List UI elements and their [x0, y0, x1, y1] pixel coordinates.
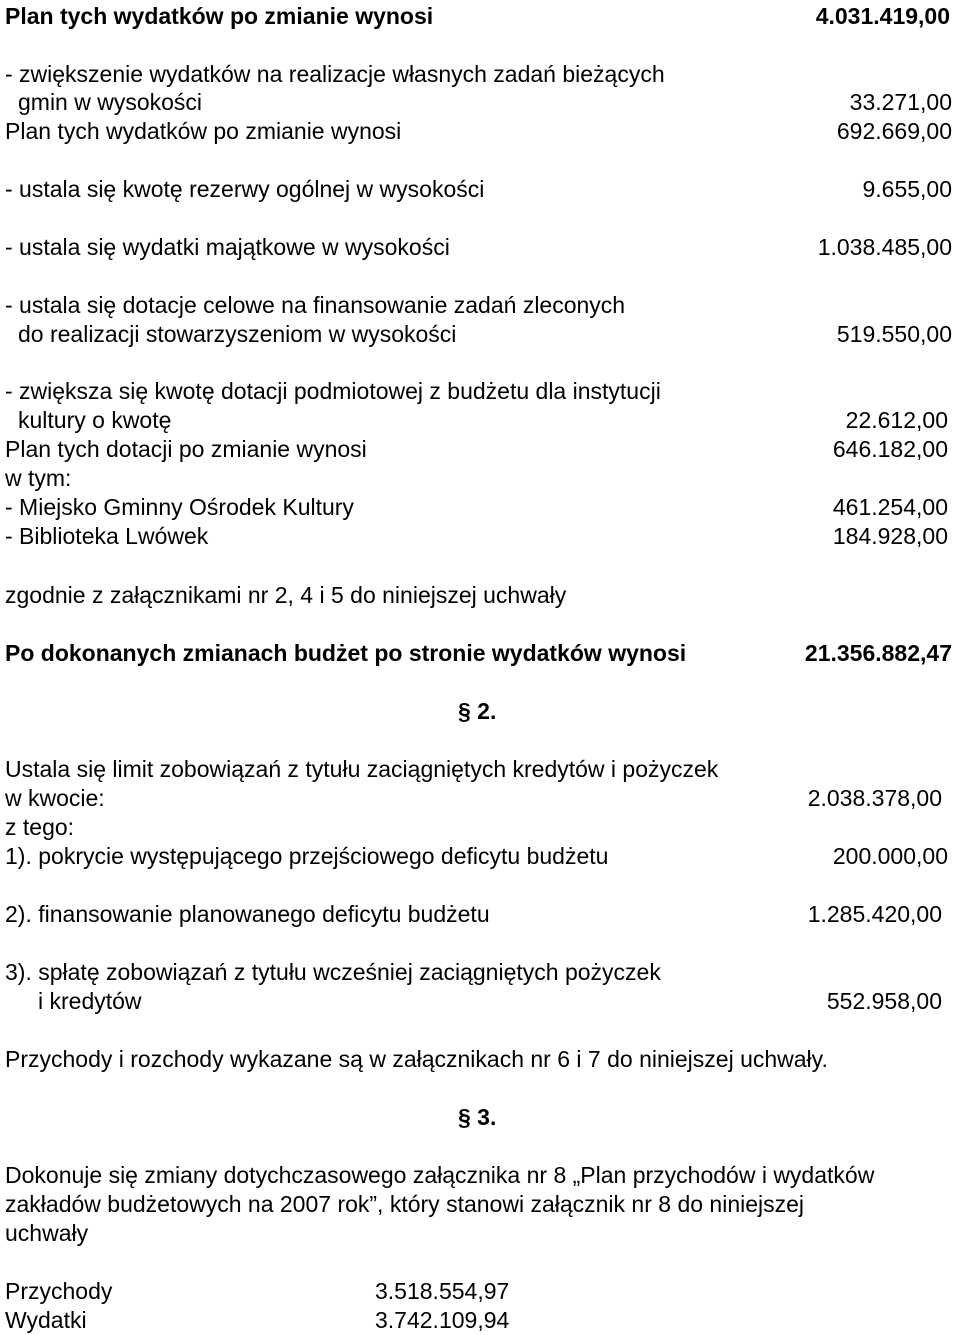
library-label: - Biblioteka Lwówek — [5, 523, 209, 549]
expenses-value: 3.742.109,94 — [375, 1307, 510, 1333]
item-3-value: 552.958,00 — [826, 988, 942, 1014]
limit-value: 2.038.378,00 — [807, 785, 942, 811]
plan-expenses-value-2: 692.669,00 — [836, 118, 952, 144]
increase-own-tasks-label-2: gmin w wysokości — [18, 89, 203, 115]
item-1-label: 1). pokrycie występującego przejściowego deficytu budżetu — [5, 843, 609, 869]
item-2-label: 2). finansowanie planowanego deficytu budżetu — [5, 901, 490, 927]
budget-total-value: 21.356.882,47 — [804, 640, 952, 666]
of-which-label: z tego: — [5, 814, 75, 840]
section-3-para-line-1: Dokonuje się zmiany dotychczasowego załącznika nr 8 „Plan przychodów i wydatków — [5, 1162, 875, 1188]
property-expenses-label: - ustala się wydatki majątkowe w wysokości — [5, 234, 450, 260]
subject-grant-label-1: - zwiększa się kwotę dotacji podmiotowej z budżetu dla instytucji — [5, 378, 661, 404]
grants-plan-label: Plan tych dotacji po zmianie wynosi — [5, 436, 367, 462]
section-3-para-line-3: uchwały — [5, 1220, 89, 1246]
library-value: 184.928,00 — [832, 523, 948, 549]
revenues-label: Przychody — [5, 1278, 113, 1304]
culture-center-label: - Miejsko Gminny Ośrodek Kultury — [5, 494, 354, 520]
limit-label-1: Ustala się limit zobowiązań z tytułu zaciągniętych kredytów i pożyczek — [5, 756, 719, 782]
increase-own-tasks-label-1: - zwiększenie wydatków na realizacje własnych zadań bieżących — [5, 61, 665, 87]
targeted-grants-label-1: - ustala się dotacje celowe na finansowanie zadań zleconych — [5, 292, 626, 318]
plan-expenses-value-1: 4.031.419,00 — [815, 3, 950, 29]
section-2-heading: § 2. — [458, 698, 497, 724]
property-expenses-value: 1.038.485,00 — [817, 234, 952, 260]
including-label: w tym: — [5, 465, 72, 491]
culture-center-value: 461.254,00 — [832, 494, 948, 520]
general-reserve-label: - ustala się kwotę rezerwy ogólnej w wysokości — [5, 176, 485, 202]
plan-expenses-label-1: Plan tych wydatków po zmianie wynosi — [5, 3, 434, 29]
increase-own-tasks-value: 33.271,00 — [849, 89, 952, 115]
item-3-label-2: i kredytów — [38, 988, 142, 1014]
item-3-label-1: 3). spłatę zobowiązań z tytułu wcześniej zaciągniętych pożyczek — [5, 959, 661, 985]
budget-total-label: Po dokonanych zmianach budżet po stronie wydatków wynosi — [5, 640, 687, 666]
revenues-value: 3.518.554,97 — [375, 1278, 510, 1304]
section-3-heading: § 3. — [458, 1104, 497, 1130]
expenses-label: Wydatki — [5, 1307, 87, 1333]
attachments-note: zgodnie z załącznikami nr 2, 4 i 5 do niniejszej uchwały — [5, 582, 567, 608]
item-2-value: 1.285.420,00 — [807, 901, 942, 927]
general-reserve-value: 9.655,00 — [862, 176, 952, 202]
targeted-grants-value: 519.550,00 — [836, 321, 952, 347]
item-1-value: 200.000,00 — [832, 843, 948, 869]
plan-expenses-label-2: Plan tych wydatków po zmianie wynosi — [5, 118, 402, 144]
section-3-para-line-2: zakładów budżetowych na 2007 rok”, który stanowi załącznik nr 8 do niniejszej — [5, 1191, 805, 1217]
revenue-note: Przychody i rozchody wykazane są w załącznikach nr 6 i 7 do niniejszej uchwały. — [5, 1046, 828, 1072]
grants-plan-value: 646.182,00 — [832, 436, 948, 462]
subject-grant-label-2: kultury o kwotę — [18, 407, 172, 433]
limit-label-2: w kwocie: — [5, 785, 105, 811]
targeted-grants-label-2: do realizacji stowarzyszeniom w wysokości — [18, 321, 457, 347]
subject-grant-value: 22.612,00 — [845, 407, 948, 433]
